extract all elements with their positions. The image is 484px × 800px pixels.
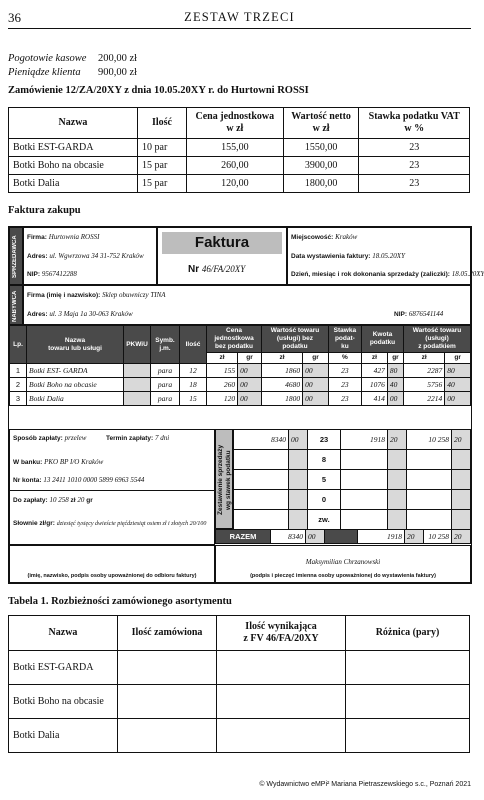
amount-in-words: dziesięć tysięcy dwieście pięćdziesiąt osiem zł i złotych 20/100 (56, 521, 207, 527)
invoice-number: 46/FA/20XY (201, 264, 246, 274)
order-table (8, 107, 470, 193)
sale-date: 18.05.20XY (451, 270, 484, 278)
order-title: Zamówienie 12/ZA/20XY z dnia 10.05.20XY r. do Hurtowni ROSSI (8, 85, 309, 96)
table-row: Botki Dalia (9, 719, 470, 753)
buyer-tag-box (9, 285, 23, 325)
issuer-signature-caption: (podpis i pieczęć imienna osoby upoważnionej do wystawienia faktury) (250, 573, 436, 579)
order-header: Nazwa (9, 108, 138, 139)
table-row: 3 Botki Dalia para 15 120 00 1800 00 23 414 00 2214 00 (10, 392, 471, 406)
cash-line: Pieniądze klienta 900,00 zł (8, 67, 138, 78)
vat-summary-table (233, 429, 471, 530)
table3-title: Tabela 1. Rozbieżności zamówionego asortymentu (8, 596, 232, 607)
table-row: Botki Boho na obcasie (9, 685, 470, 719)
page-header (8, 8, 471, 29)
cash-line: Pogotowie kasowe 200,00 zł (8, 53, 138, 64)
order-header: Cena jednostkowa w zł (187, 108, 284, 139)
account-number: 13 2411 1010 0000 5899 6963 5544 (43, 476, 145, 484)
buyer-nip: 6876541144 (408, 310, 444, 318)
table-row: Botki EST-GARDA 10 par 155,00 1550,00 23 (9, 139, 470, 157)
chapter-title: ZESTAW TRZECI (184, 10, 295, 24)
seller-address: ul. Wgwrzowa 34 31-752 Kraków (49, 252, 144, 260)
table-row: 5 (234, 470, 471, 490)
discrepancy-table: Nazwa Ilość zamówiona Ilość wynikająca z FV 46/FA/20XY Różnica (pary) Botki EST-GARDA Botki Boho na obcasie Botki Dalia (8, 615, 470, 753)
summary-tag: Zestawienie sprzedaży wg stawek podatku (217, 444, 232, 516)
issuer-signature-box (215, 545, 471, 583)
total-row: RAZEM 8340 00 1918 20 10 258 20 (215, 529, 471, 544)
buyer-address: ul. 3 Maja 1a 30-063 Kraków (49, 310, 133, 318)
buyer-name: Sklep obuwniczy TINA (102, 291, 166, 299)
issuer-name: Maksymilian Chrzanowski (305, 558, 381, 566)
table-row: 8340 00 23 1918 20 10 258 20 (234, 430, 471, 450)
order-header: Stawka podatku VAT w % (359, 108, 470, 139)
issue-date: 18.05.20XY (372, 252, 405, 260)
buyer-box: Firma (imię i nazwisko): Sklep obuwniczy TINA Adres: ul. 3 Maja 1a 30-063 Kraków NIP: 6876541144 (23, 285, 471, 325)
table-row: Botki Dalia 15 par 120,00 1800,00 23 (9, 175, 470, 193)
table-row: zw. (234, 510, 471, 530)
seller-box: Firma: Hurtownia ROSSI Adres: ul. Wgwrzowa 34 31-752 Kraków NIP: 9567412288 (23, 227, 157, 285)
footer-copyright: © Wydawnictwo eMPi² Mariana Pietraszewskiego s.c., Poznań 2021 (259, 781, 471, 788)
invoice-items-table: Lp. Nazwa towaru lub usługi PKWiU Symb. j.m. Ilość Cena jednostkowa bez podatku Wartość towaru (usługi) bez podatku Stawka podat- ku Kwota podatku Wartość towaru (usługi) z podatkiem zł gr zł gr % zł gr zł gr 1 Botki EST- GARDA para 12 155 00 1860 00 23 427 80 2287 80 2 Botki Boho na obcasie para 18 260 00 4680 00 23 1076 40 5756 40 3 Botki Dalia para 15 120 00 1800 00 23 414 00 2214 00 (9, 325, 471, 406)
invoice-dates-box: Miejscowość: Kraków Data wystawienia faktury: 18.05.20XY Dzień, miesiąc i rok dokonania sprzedaży (zaliczki): 18.05.20XY (287, 227, 471, 285)
cash-info (8, 52, 137, 80)
invoice-form (8, 226, 484, 584)
receiver-signature-caption: (imię, nazwisko, podpis osoby upoważnionej do odbioru faktury) (27, 573, 197, 579)
table-row: 0 (234, 490, 471, 510)
payment-term: 7 dni (155, 434, 170, 442)
invoice-title: Faktura (162, 232, 282, 254)
seller-tag-box (9, 227, 23, 285)
due-amount-zl: 10 258 (49, 496, 69, 504)
due-amount-gr: 20 (77, 496, 85, 504)
seller-tag: SPRZEDAWCA (12, 235, 18, 279)
total-label: RAZEM (216, 530, 271, 544)
invoice-title-box: Faktura Nr 46/FA/20XY (157, 227, 287, 285)
payment-method: przelew (64, 434, 87, 442)
place: Kraków (335, 233, 358, 241)
table-row: 1 Botki EST- GARDA para 12 155 00 1860 00 23 427 80 2287 80 (10, 364, 471, 378)
buyer-tag: NABYWCA (12, 290, 18, 322)
receiver-signature-box (9, 545, 215, 583)
seller-nip: 9567412288 (41, 270, 77, 278)
invoice-section-title: Faktura zakupu (8, 205, 81, 216)
table-row: 2 Botki Boho na obcasie para 18 260 00 4680 00 23 1076 40 5756 40 (10, 378, 471, 392)
page-number: 36 (8, 10, 21, 25)
order-header: Ilość (138, 108, 187, 139)
table-row: Botki Boho na obcasie 15 par 260,00 3900,00 23 (9, 157, 470, 175)
summary-tag-box (215, 429, 233, 529)
table-row: Botki EST-GARDA (9, 651, 470, 685)
payment-box: Sposób zapłaty: przelew Termin zapłaty: 7 dni W banku: PKO BP I/O Kraków Nr konta: 13 2411 1010 0000 5899 6963 5544 Do zapłaty: 10 258 zł 20 gr Słownie zł/gr: dziesięć tysięcy dwieście pięćdziesiąt osiem zł i złotych 20/100 (9, 429, 215, 545)
bank-name: PKO BP I/O Kraków (44, 458, 104, 466)
table-row: 8 (234, 450, 471, 470)
order-header: Wartość netto w zł (283, 108, 359, 139)
seller-name: Hurtownia ROSSI (48, 233, 100, 241)
